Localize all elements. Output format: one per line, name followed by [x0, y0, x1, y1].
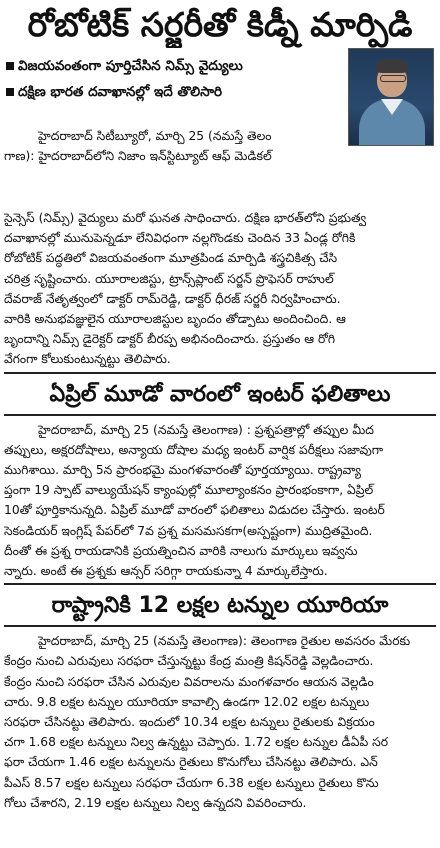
article-line: సైన్సెస్ (నిమ్స్) వైద్యులు మరో ఘనత సాధించారు. దక్షిణ భారత్‌లోని ప్రభుత్వ	[4, 211, 367, 225]
article-line: హైదరాబాద్, మార్చి 25 (నమస్తే తెలంగాణ) : ప్రశ్నపత్రాల్లో తప్పుల మీద	[38, 422, 374, 437]
article-line: న్నారు. అంటే ఈ ప్రశ్నకు ఆన్సర్ సరిగ్గా రాయకున్నా 4 మార్కులేస్తారు.	[4, 564, 328, 579]
headline-urea-supply: రాష్ట్రానికి 12 లక్షల టన్నుల యూరియా	[51, 593, 389, 619]
article-line: హైదరాబాద్, మార్చి 25 (నమస్తే తెలంగాణ): తెలంగాణ రైతుల అవసరం మేరకు	[38, 634, 411, 649]
bullet-item: విజయవంతంగా పూర్తిచేసిన నిమ్స్ వైద్యులు	[4, 56, 340, 76]
article-line: చగా 1.68 లక్షల టన్నులు నిల్వ ఉన్నట్టు చెప్పారు. 1.72 లక్షల టన్నుల డీఏపీ సర	[4, 735, 389, 750]
bullet-list	[4, 50, 340, 108]
article-line: చరిత్ర సృష్టించారు. యూరాలజిస్టు, ట్రాన్స్‌ప్లాంట్ సర్జన్ ప్రొఫెసర్ రాహుల్	[4, 271, 334, 286]
section-divider	[4, 583, 436, 585]
article-kidney-body	[4, 208, 436, 370]
article-line: సెకండియర్ ఇంగ్లిష్ పేపర్‌లో 7వ ప్రశ్న మసమసకగా(అస్పష్టంగా) ముద్రితమైంది.	[4, 523, 373, 538]
headline-kidney-transplant: రోబోటిక్ సర్జరీతో కిడ్నీ మార్పిడి	[27, 5, 413, 44]
article-line: కేంద్రం నుంచి సరఫరా చేసిన ఎరువుల వివరాలను మంగళవారం ఆయన వెల్లడిం	[4, 674, 374, 689]
article-line: వారికి అనుభవజ్ఞులైన యూరాలజిస్టుల బృందం తోడ్పాటు అందించింది. ఆ	[4, 312, 346, 327]
article-line: పీఎస్ 8.57 లక్షల టన్నులు సరఫరా చేయగా 6.38 లక్షల టన్నులు రైతులు కొను	[4, 775, 379, 790]
article-line: తప్పులు, అక్షరదోషాలు, అన్యాయ దోషాల మధ్య ఇంటర్ వార్షిక పరీక్షలు సజావుగా	[4, 442, 384, 457]
section-divider	[4, 372, 436, 374]
article-line: ప్తంగా 19 స్పాట్ వాల్యుయేషన్ క్యాంపుల్లో మూల్యాంకనం ప్రారంభంకాగా, ఏప్రిల్	[4, 483, 374, 498]
article-inter-results	[4, 420, 436, 582]
article-line: దేవరాజ్ నేతృత్వంలో డాక్టర్ రామ్‌రెడ్డి, డాక్టర్ ధీరజ్ సర్జరీ నిర్వహించారు.	[4, 291, 341, 306]
article-line: రోబోటిక్ పద్ధతిలో విజయవంతంగా మూత్రపిండ మార్పిడి శస్త్రచికిత్స చేసి	[4, 251, 338, 266]
headline-inter-results: ఏప్రిల్ మూడో వారంలో ఇంటర్ ఫలితాలు	[49, 381, 391, 407]
article-line: ఫరా చేయగా 1.46 లక్షల టన్నులను రైతులు కొనుగోలు చేసినట్టు తెలిపారు. ఎన్	[4, 755, 378, 770]
article-line: వేగంగా కోలుకుంటున్నట్టు తెలిపారు.	[4, 352, 171, 367]
section-divider	[4, 414, 436, 416]
bullet-item: దక్షిణ భారత దవాఖానల్లో ఇదే తొలిసారి	[4, 82, 340, 102]
article-line: గాణ): హైదరాబాద్‌లోని నిజాం ఇన్‌స్టిట్యూట్ ఆఫ్ మెడికల్	[4, 149, 272, 164]
article-line: గోలు చేశారని, 2.19 లక్షల టన్నులు నిల్వ ఉన్నదని వివరించారు.	[4, 795, 307, 810]
article-line: కేంద్రం నుంచి ఎరువులు సరఫరా చేస్తున్నట్టు కేంద్ర మంత్రి కిషన్‌రెడ్డి వెల్లడించారు.	[4, 654, 374, 669]
doctor-photo	[348, 48, 434, 146]
article-line: ముగిశాయి. మార్చి 5న ప్రారంభమై మంగళవారంతో పూర్తయ్యాయి. రాష్ట్రవ్యా	[4, 463, 362, 478]
top-block	[4, 48, 436, 208]
article-line: హైదరాబాద్ సిటీబ్యూరో, మార్చి 25 (నమస్తే తెలం	[38, 129, 272, 143]
article-urea-supply	[4, 631, 436, 813]
article-line: దీంతో ఈ ప్రశ్న రాయడానికి ప్రయత్నించిన వారికి నాలుగు మార్కులు ఇవ్వను	[4, 543, 358, 558]
article-line: దవాఖానల్లో మునుపెన్నడూ లేనివిధంగా నల్లగొండకు చెందిన 33 ఏండ్ల రోగికి	[4, 231, 356, 246]
article-line: 10తో పూర్తికానున్నది. ఏప్రిల్ మూడో వారంలో ఫలితాలు విడుదల చేస్తారు. ఇంటర్	[4, 503, 385, 518]
article-line: చారు. 9.8 లక్షల టన్నుల యూరియా కావాల్సి ఉండగా 12.02 లక్షల టన్నులు	[4, 694, 370, 709]
article-line: సరఫరా చేసినట్టు తెలిపారు. ఇందులో 10.34 లక్షల టన్నులు రైతులకు విక్రయం	[4, 715, 375, 730]
section-divider	[4, 625, 436, 627]
article-line: బృందాన్ని నిమ్స్ డైరెక్టర్ డాక్టర్ బీరప్ప అభినందించారు. ప్రస్తుతం ఆ రోగి	[4, 332, 336, 347]
